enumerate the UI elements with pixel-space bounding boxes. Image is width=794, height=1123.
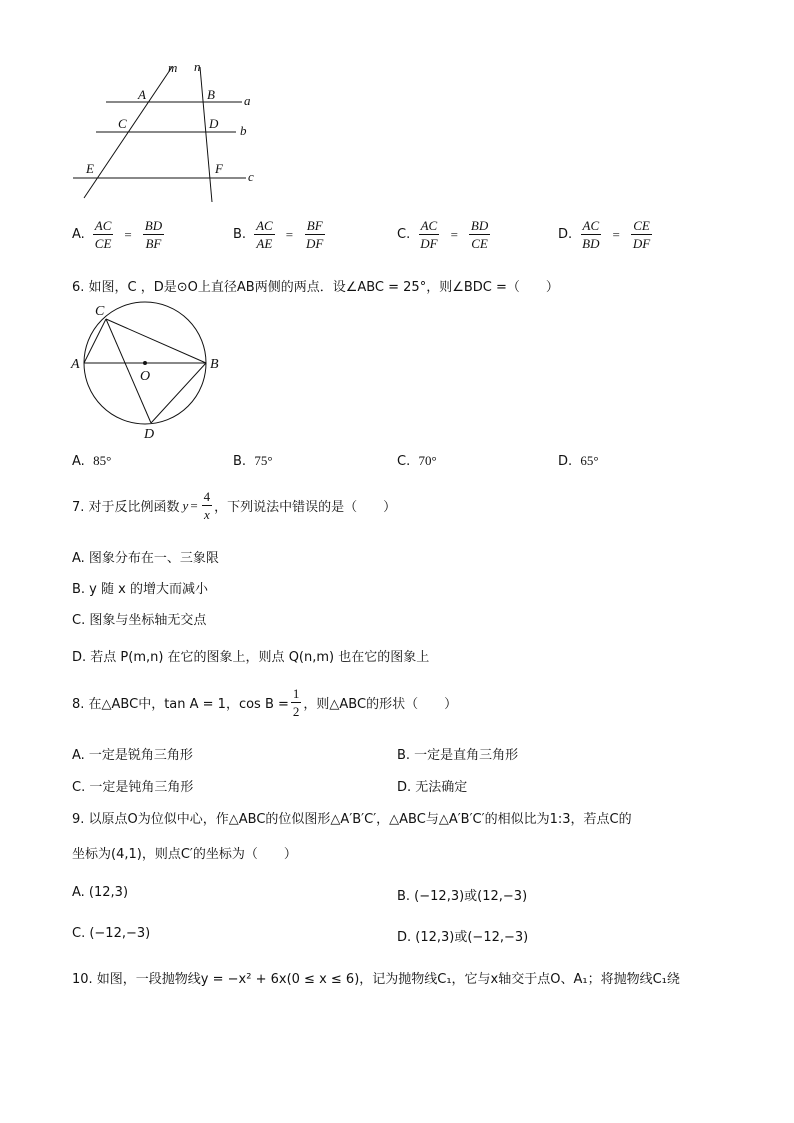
chord-ac — [84, 319, 106, 363]
q9-stem-line1: 9. 以原点O为位似中心，作△ABC的位似图形△A′B′C′，△ABC与△A′B′C′的相似比为1:3，若点C的 — [72, 812, 632, 827]
chord-cb — [106, 319, 206, 363]
circle-figure — [66, 298, 236, 448]
q8-option-a[interactable]: A. 一定是锐角三角形 — [72, 748, 193, 763]
q7-stem: 7. 对于反比例函数 y = $\frac{4}{x}$ ，下列说法中错误的是（ ） — [72, 489, 397, 522]
q5-option-c[interactable]: C. $\frac{AC}{DF}$ = $\frac{BD}{CE}$ — [397, 218, 489, 251]
q6-stem: 6. 如图，C ，D是⊙O上直径AB两侧的两点．设∠ABC = 25°，则∠BDC =（ ） — [72, 280, 559, 295]
q9-option-a[interactable]: A. (12,3) — [72, 885, 129, 900]
label-A: A — [138, 87, 146, 102]
label-C: C — [95, 304, 105, 319]
q5-option-b[interactable]: B. $\frac{AC}{AE}$ = $\frac{BF}{DF}$ — [233, 218, 324, 251]
q7-option-b[interactable]: B. y 随 x 的增大而减小 — [72, 582, 208, 597]
label-c: c — [248, 169, 254, 184]
q7-option-c[interactable]: C. 图象与坐标轴无交点 — [72, 613, 207, 628]
parallel-lines-figure — [60, 55, 280, 210]
label-B: B — [207, 87, 215, 102]
q7-option-a[interactable]: A. 图象分布在一、三象限 — [72, 551, 219, 566]
label-B: B — [210, 357, 219, 372]
label-a: a — [244, 93, 251, 108]
label-O: O — [140, 369, 151, 384]
q6-option-c[interactable]: C. 70° — [397, 453, 437, 469]
label-E: E — [86, 161, 94, 176]
label-m: m — [168, 60, 178, 75]
q9-option-b[interactable]: B. (−12,3)或(12,−3) — [397, 889, 528, 904]
q5-option-d[interactable]: D. $\frac{AC}{BD}$ = $\frac{CE}{DF}$ — [558, 218, 651, 251]
q10-stem-line1: 10. 如图，一段抛物线y = −x² + 6x(0 ≤ x ≤ 6)，记为抛物线C₁，它与x轴交于点O、A₁；将抛物线C₁绕 — [72, 972, 680, 987]
q8-option-d[interactable]: D. 无法确定 — [397, 780, 468, 795]
label-n: n — [194, 59, 201, 74]
q8-option-b[interactable]: B. 一定是直角三角形 — [397, 748, 519, 763]
q9-option-d[interactable]: D. (12,3)或(−12,−3) — [397, 930, 529, 945]
q8-stem: 8. 在△ABC中，tan A = 1，cos B = $\frac{1}{2}$ ，则△ABC的形状（ ） — [72, 686, 458, 719]
label-D: D — [209, 116, 219, 131]
label-b: b — [240, 123, 247, 138]
q5-option-a[interactable]: A. $\frac{AC}{CE}$ = $\frac{BD}{BF}$ — [72, 218, 163, 251]
label-D: D — [144, 427, 155, 442]
q7-option-d[interactable]: D. 若点 P(m,n) 在它的图象上，则点 Q(n,m) 也在它的图象上 — [72, 650, 430, 665]
q6-option-d[interactable]: D. 65° — [558, 453, 599, 469]
q6-option-a[interactable]: A. 85° — [72, 453, 112, 469]
q9-stem-line2: 坐标为(4,1)，则点C′的坐标为（ ） — [72, 847, 297, 862]
q6-option-b[interactable]: B. 75° — [233, 453, 273, 469]
q9-option-c[interactable]: C. (−12,−3) — [72, 926, 151, 941]
label-F: F — [215, 161, 223, 176]
label-C: C — [118, 116, 127, 131]
center-dot — [143, 361, 147, 365]
label-A: A — [71, 357, 80, 372]
q8-option-c[interactable]: C. 一定是钝角三角形 — [72, 780, 194, 795]
